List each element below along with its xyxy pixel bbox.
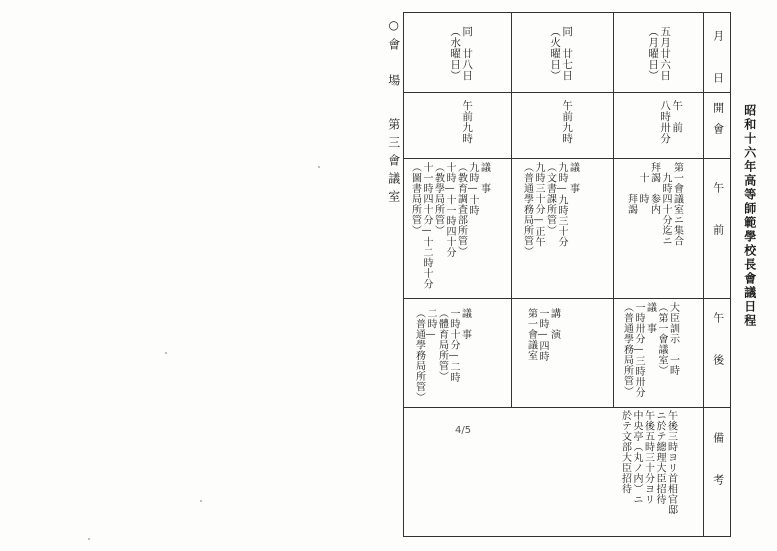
column-divider — [613, 12, 614, 407]
scan-speck — [88, 538, 90, 540]
day3-opening: 午前九時 — [461, 100, 474, 144]
day1-afternoon: 大臣訓示 一時 （第一會議室） 議 事 一時卅分—三時卅分 （普通學務局所管） — [621, 302, 679, 398]
venue-label: ○會 場 — [386, 18, 401, 92]
day2-date: 同 廿七日 （火曜日） — [549, 26, 574, 81]
header-opening: 開會 — [711, 102, 725, 144]
day1-morning: 第一會議室ニ集合 九時四十分迄ニ 拜謁 参内 十 時 拜謁 — [625, 162, 683, 246]
venue-value: 第三會議室 — [386, 118, 401, 208]
table-border-right — [730, 12, 731, 537]
row-divider — [403, 158, 731, 159]
scan-speck — [200, 500, 202, 502]
scan-speck — [318, 166, 320, 168]
day2-opening: 午前九時 — [561, 100, 574, 144]
row-divider — [403, 298, 731, 299]
row-divider — [403, 92, 731, 93]
table-border-top — [403, 12, 731, 13]
row-divider — [403, 407, 731, 408]
day2-morning: 議 事 九時—九時三十分 （文書課所管） 九時三十分—正午 （普通學務局所管） — [521, 162, 579, 257]
document-title: 昭和十六年高等師範學校長會議日程 — [742, 104, 757, 328]
table-border-bottom — [403, 536, 731, 537]
header-afternoon: 午 後 — [711, 312, 725, 375]
scan-speck — [165, 352, 167, 354]
handwritten-margin-note: 4/5 — [455, 425, 472, 436]
column-divider — [703, 12, 704, 537]
day3-afternoon: 議 事 一時十分—二時 （體育局所管） 二時— （普通學務局所管） — [413, 308, 471, 403]
table-border-left — [403, 12, 404, 537]
day1-opening: 午 前 八時卅分 — [659, 100, 684, 144]
day2-afternoon: 講 演 一時—四時 第一會議室 — [525, 308, 560, 362]
day1-remarks: 午後三時ヨリ首相官邸 ニ於テ總理大臣招待 午後五時三十分ヨリ 中央亭（丸ノ内）ニ 於テ文部大臣招待 — [619, 410, 677, 515]
header-morning: 午 前 — [711, 182, 725, 245]
schedule-table — [403, 12, 731, 537]
day3-date: 同 廿八日 （水曜日） — [449, 26, 474, 81]
header-remarks: 備 考 — [711, 432, 725, 495]
day1-date: 五月廿六日 （月曜日） — [647, 26, 672, 81]
column-divider — [511, 12, 512, 407]
day3-morning: 議 事 九時—十時 （教育調査部所管） 十時—十一時四十分 （教學局所管） 十一時四十分—十二時十分 （圖書局所管） — [409, 162, 490, 289]
header-date: 月 日 — [711, 30, 725, 93]
